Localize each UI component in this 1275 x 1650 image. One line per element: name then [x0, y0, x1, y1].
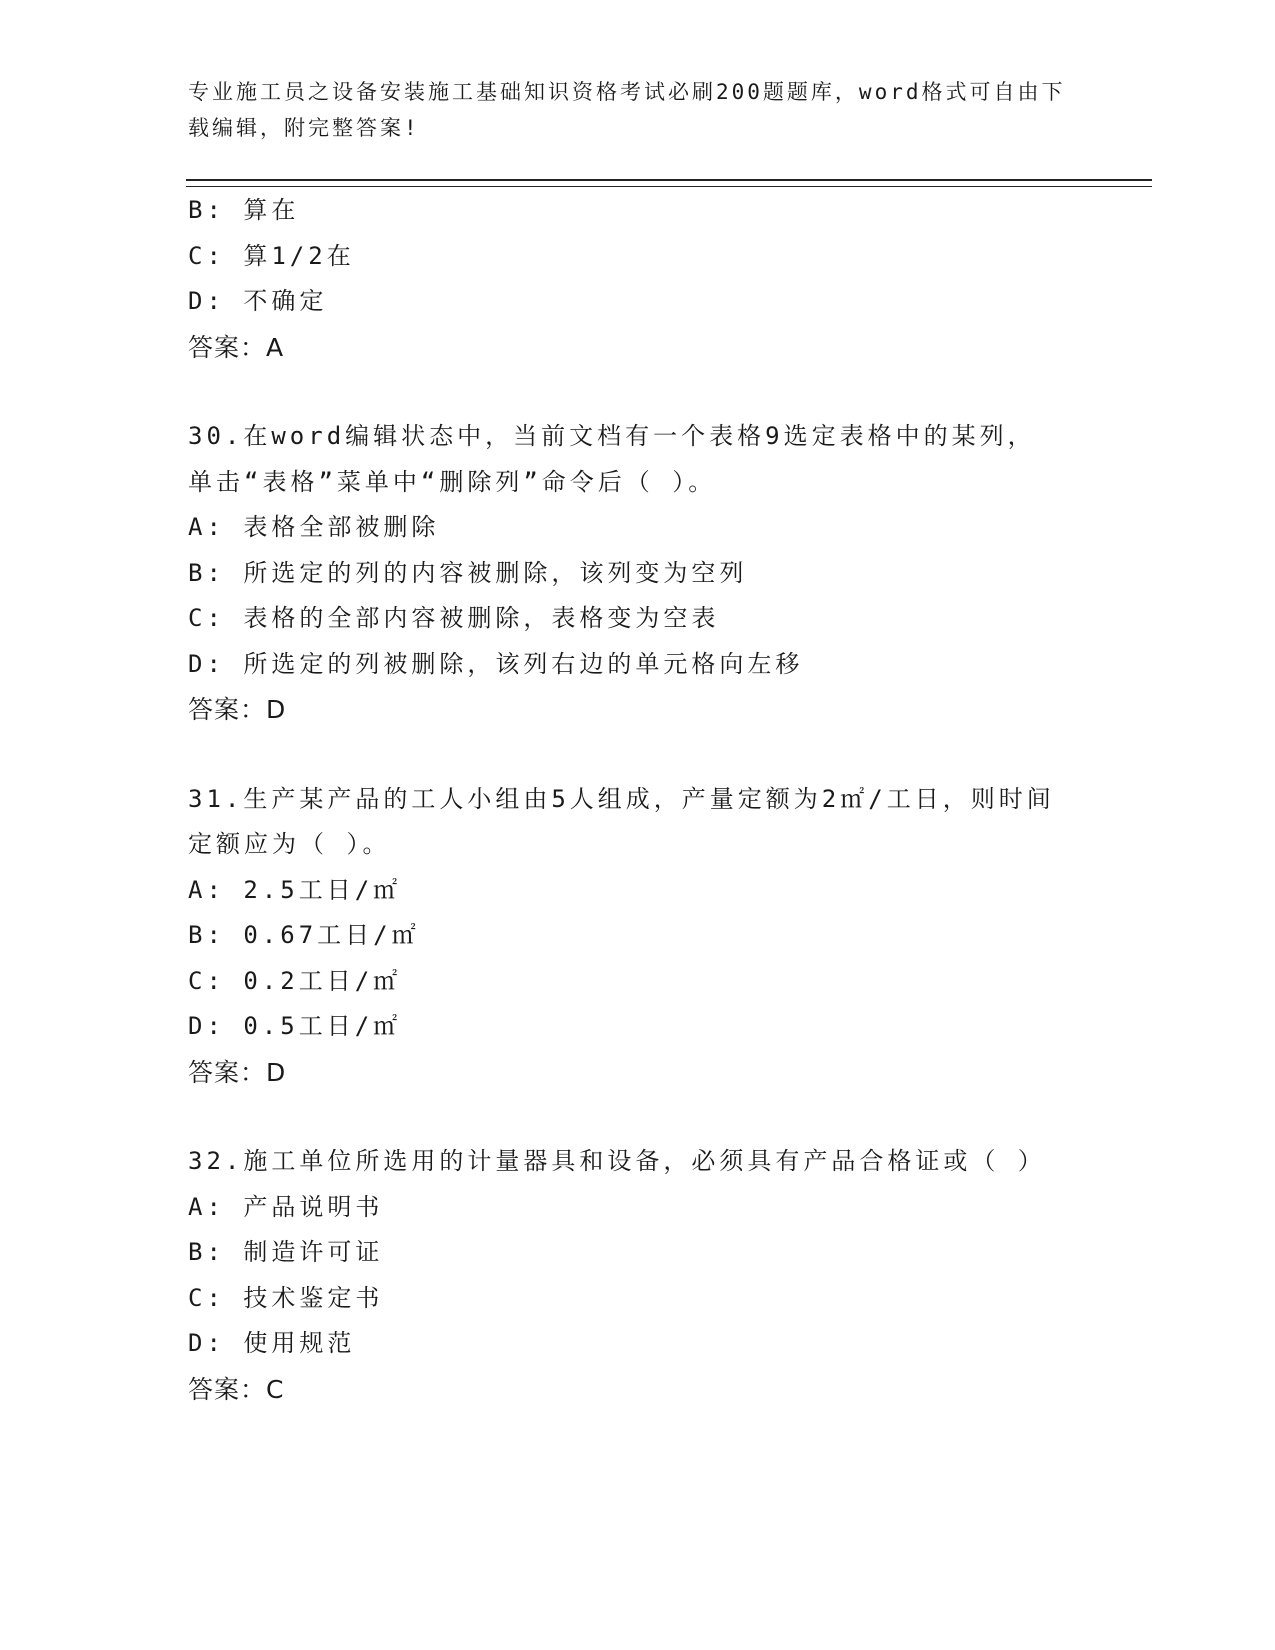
option-c: C: 表格的全部内容被删除，表格变为空表 — [188, 604, 720, 632]
question-31 — [188, 777, 1148, 1096]
question-text: 单击“表格”菜单中“删除列”命令后（ ）。 — [188, 467, 717, 496]
answer-line: 答案：D — [188, 1057, 287, 1087]
option-b: B: 0.67工日/㎡ — [188, 921, 420, 949]
option-a: A: 2.5工日/㎡ — [188, 875, 402, 904]
page-header — [188, 74, 1068, 146]
option-d: D: 使用规范 — [188, 1329, 356, 1357]
option-b: B: 所选定的列的内容被删除，该列变为空列 — [188, 558, 748, 587]
header-divider — [186, 179, 1152, 187]
option-d: D: 0.5工日/㎡ — [188, 1012, 402, 1040]
option-a: A: 产品说明书 — [188, 1192, 384, 1221]
question-text: 定额应为（ ）。 — [188, 830, 391, 858]
option-c: C: 0.2工日/㎡ — [188, 966, 402, 995]
option-c: C: 技术鉴定书 — [188, 1283, 384, 1312]
document-title: 专业施工员之设备安装施工基础知识资格考试必刷200题题库，word格式可自由下载编辑，附完整答案! — [188, 80, 1066, 140]
option-d: D: 不确定 — [188, 287, 328, 315]
answer-line: 答案：C — [188, 1374, 285, 1404]
option-b: B: 制造许可证 — [188, 1238, 384, 1266]
answer-line: 答案：A — [188, 332, 285, 362]
option-b: B: 算在 — [188, 196, 300, 224]
option-d: D: 所选定的列被删除，该列右边的单元格向左移 — [188, 649, 804, 678]
question-text: 31.生产某产品的工人小组由5人组成，产量定额为2㎡/工日，则时间 — [188, 784, 1055, 813]
answer-line: 答案：D — [188, 695, 287, 724]
question-30 — [188, 414, 1148, 733]
option-c: C: 算1/2在 — [188, 241, 355, 270]
question-29-continued — [188, 188, 1148, 370]
option-a: A: 表格全部被删除 — [188, 513, 440, 541]
question-32 — [188, 1139, 1148, 1412]
question-text: 30.在word编辑状态中，当前文档有一个表格9选定表格中的某列， — [188, 422, 1036, 450]
question-list — [188, 188, 1148, 1412]
question-text: 32.施工单位所选用的计量器具和设备，必须具有产品合格证或（ ） — [188, 1147, 1046, 1175]
